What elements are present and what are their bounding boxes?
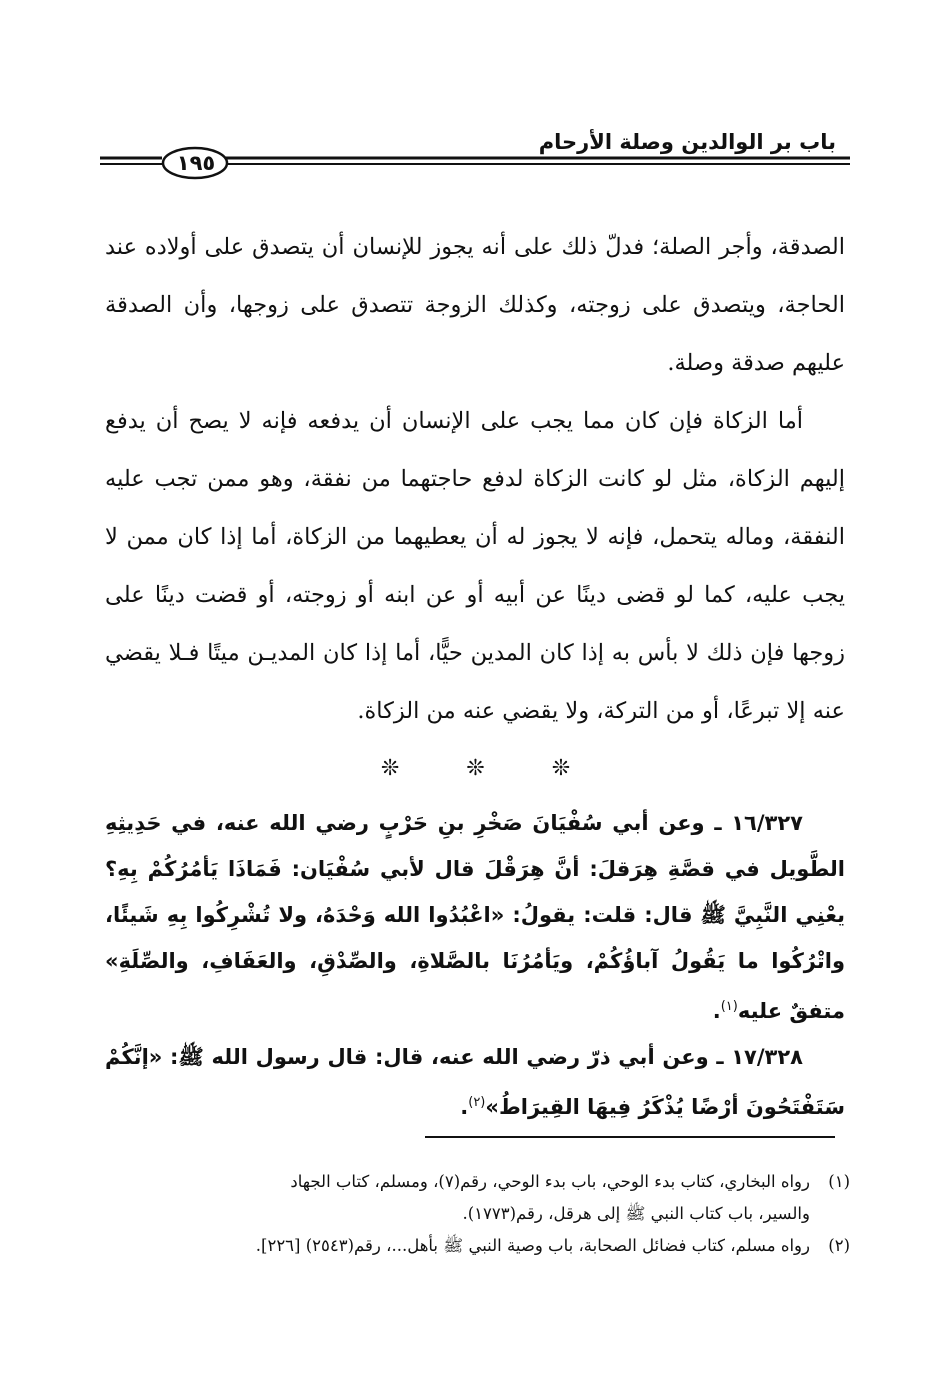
commentary-text [105,218,845,740]
footnote-divider [425,1136,835,1138]
asterism-icon: ❊ [380,756,400,781]
footnote-ref: (٢) [468,1095,486,1110]
hadith-text: ١٦/٣٢٧ ـ وعن أبي سُفْيَانَ صَخْرِ بنِ حَرْبٍ رضي الله عنه، في حَدِيثِهِ الطَّويل في قصَّةِ هِرَقلَ: أنَّ هِرَقْلَ قال لأبي سُفْيَان: فَمَاذَا يَأمُرُكُمْ بِهِ؟ يعْنِي النَّبِيَّ ﷺ قال: قلت: يقولُ: «اعْبُدُوا الله وَحْدَهُ، ولا تُشْرِكُوا بِهِ شَيئًا، واتْرُكُوا ما يَقُولُ آباؤُكُمْ، ويَأمُرُنَا بالصَّلاةِ، والصِّدْقِ، والعَفَافِ، والصِّلَةِ» متفقٌ عليه$^{(١)}$. [105,811,845,1023]
footnotes [110,1166,850,1262]
footnote-continuation: والسير، باب كتاب النبي ﷺ إلى هرقل، رقم(١٧٧٣). [462,1204,810,1223]
hadith-section [105,800,845,1130]
hadith-text: ١٧/٣٢٨ ـ وعن أبي ذرّ رضي الله عنه، قال: قال رسول الله ﷺ: «إنَّكُمْ سَتَفْتَحُونَ أرْضًا يُذْكَرُ فِيهَا القِيرَاطُ»$^{(٢)}$. [105,1045,845,1119]
asterism-icon: ❊ [466,756,485,781]
footnote-ref: (١) [720,999,738,1014]
footnote-number: (٢) [828,1236,850,1255]
running-title: باب بر الوالدين وصلة الأرحام [538,130,836,154]
footnote: (٢)رواه مسلم، كتاب فضائل الصحابة، باب وصية النبي ﷺ بأهل...، رقم(٢٥٤٣) [٢٢٦]. [110,1230,850,1262]
footnote: (١)رواه البخاري، كتاب بدء الوحي، باب بدء الوحي، رقم(٧)، ومسلم، كتاب الجهاد [110,1166,850,1198]
footnote-number: (١) [828,1172,850,1191]
commentary-paragraph: الصدقة، وأجر الصلة؛ فدلّ ذلك على أنه يجوز للإنسان أن يتصدق على أولاده عند الحاجة، ويتصدق على زوجته، وكذلك الزوجة تتصدق على زوجها، وأن الصدقة عليهم صدقة وصلة. [105,234,845,376]
section-separator [0,756,951,781]
asterism-icon: ❊ [551,756,571,781]
commentary-paragraph: أما الزكاة فإن كان مما يجب على الإنسان أن يدفعه فإنه لا يصح أن يدفع إليهم الزكاة، مثل لو كانت الزكاة لدفع حاجتهما من نفقة، وهو ممن تجب عليه النفقة، وماله يتحمل، فإنه لا يجوز له أن يعطيهما من الزكاة، أما إذا كان ممن لا يجب عليه، كما لو قضى دينًا عن أبيه أو عن ابنه أو زوجته، أو قضت دينًا على زوجها فإن ذلك لا بأس به إذا كان المدين حيًّا، أما إذا كان المديـن ميتًا فـلا يقضي عنه إلا تبرعًا، أو من التركة، ولا يقضي عنه من الزكاة. [105,408,845,724]
page-number: ١٩٥ [176,151,216,175]
